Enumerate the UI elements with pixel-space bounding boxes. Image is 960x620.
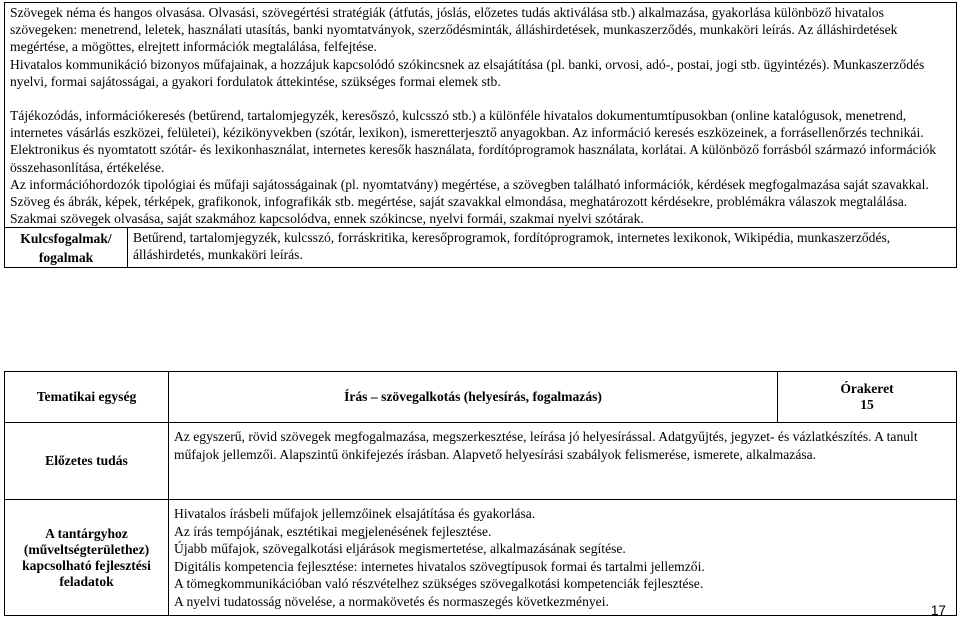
goal-line: Digitális kompetencia fejlesztése: internetes hivatalos szövegtípusok formai és tartalmi jellemzői.	[174, 558, 705, 574]
development-goals-label: A tantárgyhoz (műveltségterülethez) kapcsolható fejlesztési feladatok	[5, 500, 169, 616]
keywords-text	[128, 228, 957, 268]
unit-title: Írás – szövegalkotás (helyesírás, fogalmazás)	[169, 372, 778, 423]
thematic-unit-table	[4, 371, 957, 616]
information-search-paragraph: Tájékozódás, információkeresés (betűrend, tartalomjegyzék, keresőszó, kulcsszó stb.) a különféle hivatalos dokumentumtípusokban (online katalógusok, menetrend, internetes vásárlás eszközei, felületei), kézikönyvekben (szótár, lexikon), ismeretterjesztő anyagokban. Az információ keresés eszközeinek, a forrásellenőrzés technikái. Elektronikus és nyomtatott szótár- és lexikonhasználat, internetes keresők használata, fordítóprogramok használata, korlátai. A különböző forrásból származó információk összehasonlítása, értékelése.	[10, 108, 937, 175]
hours-value: 15	[860, 397, 874, 412]
keywords-label: Kulcsfogalmak/ fogalmak	[5, 228, 128, 268]
professional-texts-paragraph: Szakmai szövegek olvasása, saját szakmához kapcsolódva, ennek szókincse, nyelvi formái, szakmai nyelvi szótárak.	[10, 211, 644, 227]
official-communication-paragraph: Hivatalos kommunikáció bizonyos műfajainak, a hozzájuk kapcsolódó szókincsnek az elsajátítása (pl. banki, orvosi, adó-, postai, jogi stb. ügyintézés). Munkaszerződés nyelvi, formai sajátosságai, a gyakori fordulatok áttekintése, szükséges formai elemek stb.	[10, 56, 925, 89]
hours-cell	[778, 372, 957, 423]
goal-line: A nyelvi tudatosság növelése, a normakövetés és normaszegés következményei.	[174, 593, 609, 609]
text-and-figures-paragraph: Szöveg és ábrák, képek, térképek, grafikonok, infografikák stb. megértése, saját szavakkal elmondása, meghatározott kérdésekre, problémákra válaszok megtalálása.	[10, 194, 908, 210]
prior-knowledge-text: Az egyszerű, rövid szövegek megfogalmazása, megszerkesztése, leírása jó helyesírással. Adatgyűjtés, jegyzet- és vázlatkészítés. A tanult műfajok jellemzői. Alapszintű önkifejezés írásban. Alapvető helyesírási szabályok felismerése, ismerete, alkalmazása.	[174, 429, 918, 462]
unit-label: Tematikai egység	[5, 372, 169, 423]
hours-label: Órakeret	[840, 381, 894, 396]
upper-content-table	[4, 2, 957, 268]
goal-line: Újabb műfajok, szövegalkotási eljárások megismertetése, alkalmazásának segítése.	[174, 541, 626, 556]
information-carriers-paragraph: Az információhordozók tipológiai és műfaji sajátosságainak (pl. nyomtatvány) megértése, a szövegben található információk, kérdések megfogalmazása saját szavakkal.	[10, 176, 929, 192]
goal-line: Hivatalos írásbeli műfajok jellemzőinek elsajátítása és gyakorlása.	[174, 506, 536, 521]
reading-strategies-cell	[5, 3, 957, 228]
page-number: 17	[930, 603, 946, 618]
goal-line: A tömegkommunikációban való részvételhez szükséges szövegalkotási kompetenciák fejlesztése.	[174, 576, 704, 591]
prior-knowledge-label: Előzetes tudás	[5, 423, 169, 500]
keywords-paragraph: Betűrend, tartalomjegyzék, kulcsszó, forráskritika, keresőprogramok, fordítóprogramok, internetes lexikonok, Wikipédia, munkaszerződés, álláshirdetés, munkaköri leírás.	[133, 230, 891, 263]
development-goals-cell	[169, 500, 957, 616]
prior-knowledge-cell	[169, 423, 957, 500]
reading-paragraph: Szövegek néma és hangos olvasása. Olvasási, szövegértési stratégiák (átfutás, jóslás, előzetes tudás aktiválása stb.) alkalmazása, gyakorlása különböző hivatalos szövegeken: menetrend, leletek, használati utasítás, banki nyomtatványok, szerződésminták, álláshirdetések, munkaszerződés, munkaköri leírás. Az álláshirdetések megértése, a mögöttes, elrejtett információk megtalálása, felfejtése.	[10, 5, 898, 55]
goal-line: Az írás tempójának, esztétikai megjelenésének fejlesztése.	[174, 523, 492, 539]
